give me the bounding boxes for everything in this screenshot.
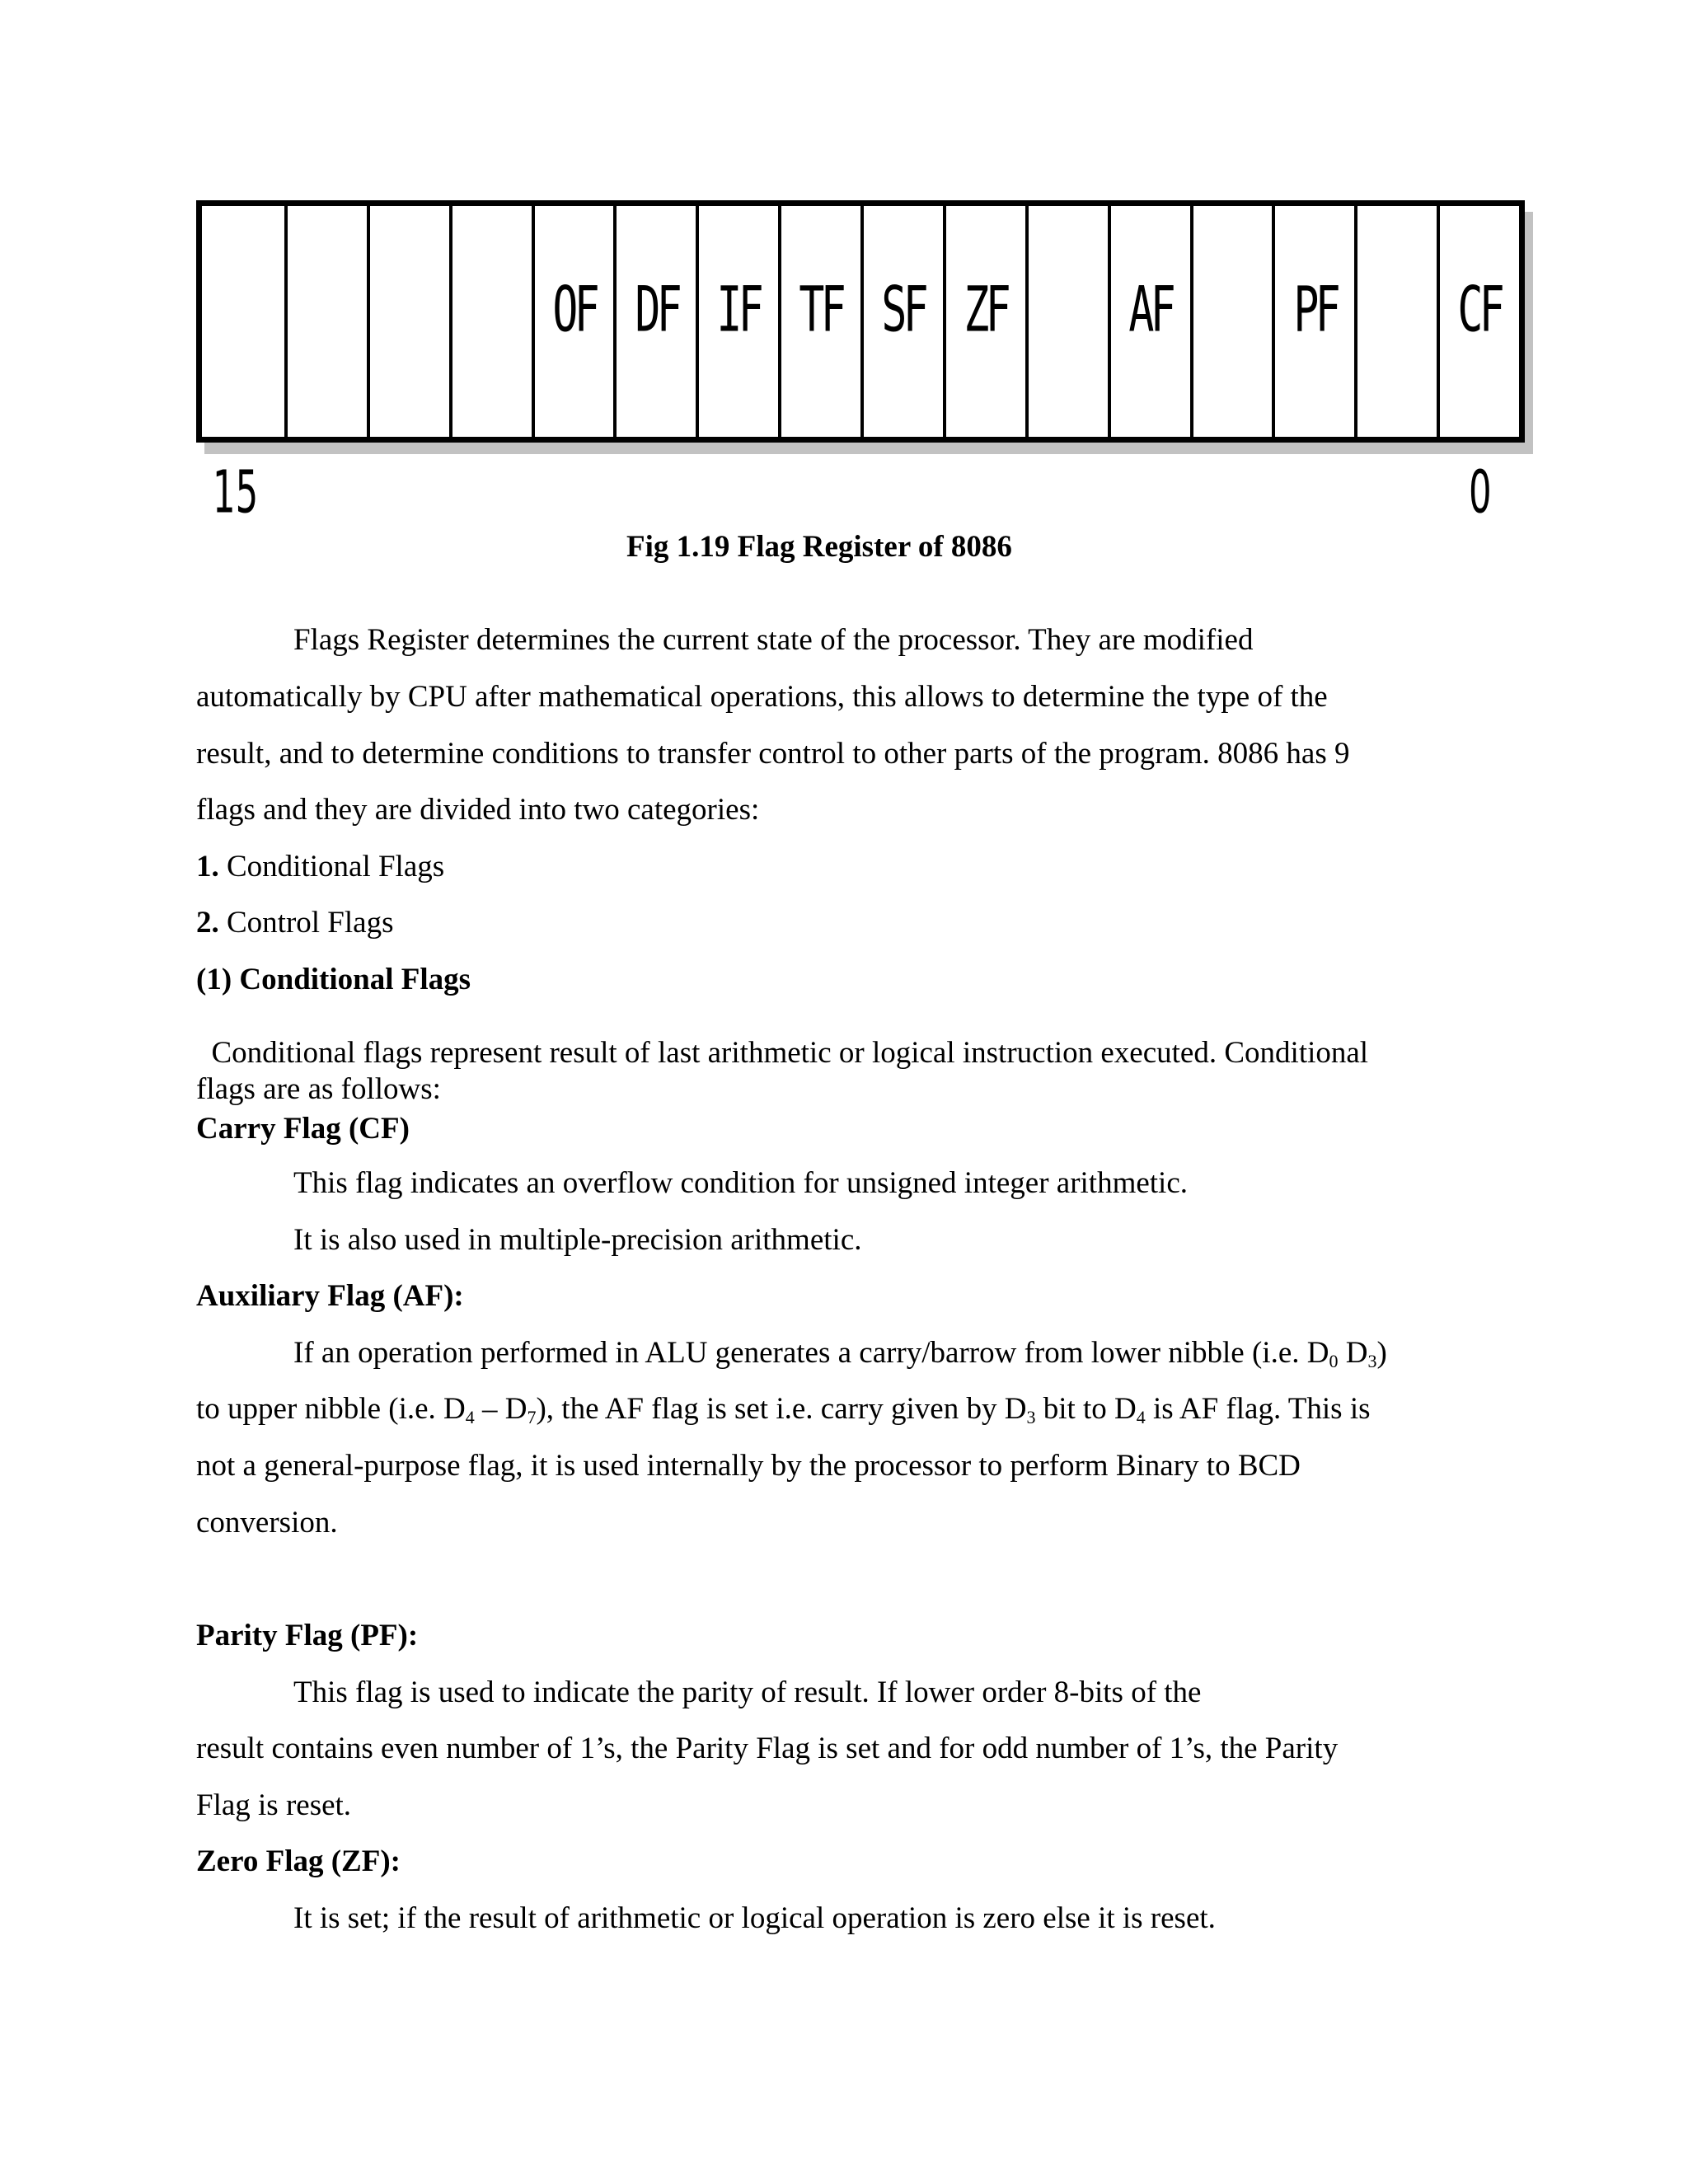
parity-flag-line-1: This flag is used to indicate the parity of result. If lower order 8-bits of the	[293, 1675, 1202, 1709]
aux-subscript: 4	[465, 1407, 475, 1427]
register-bit-1	[1354, 206, 1437, 437]
section-intro-line-1: Conditional flags represent result of last arithmetic or logical instruction executed. Conditional	[196, 1036, 1369, 1070]
category-item	[196, 849, 444, 885]
aux-text: to upper nibble (i.e. D	[196, 1392, 466, 1426]
category-number: 2.	[196, 906, 219, 940]
register-bit-11	[532, 206, 614, 437]
lsb-bit-number: 0	[1469, 457, 1492, 527]
register-bit-13	[367, 206, 449, 437]
register-bit-15	[202, 206, 284, 437]
register-bit-5	[1025, 206, 1108, 437]
register-bit-4	[1108, 206, 1190, 437]
register-bit-3	[1190, 206, 1273, 437]
register-bit-8	[778, 206, 860, 437]
category-text: Control Flags	[218, 906, 394, 940]
register-bit-9	[696, 206, 778, 437]
register-bit-label: TF	[799, 272, 843, 346]
category-number: 1.	[196, 850, 219, 883]
carry-flag-heading: Carry Flag (CF)	[196, 1112, 410, 1146]
section-heading: (1) Conditional Flags	[196, 963, 471, 996]
register-bit-label: IF	[716, 272, 761, 346]
category-item	[196, 905, 394, 941]
aux-flag-line-1	[293, 1335, 1387, 1371]
intro-line-1: Flags Register determines the current state of the processor. They are modified	[293, 623, 1254, 657]
aux-subscript: 3	[1367, 1351, 1377, 1371]
aux-flag-line-3: not a general-purpose flag, it is used internally by the processor to perform Binary to BCD	[196, 1449, 1301, 1483]
aux-subscript: 4	[1136, 1407, 1146, 1427]
register-bit-2	[1272, 206, 1354, 437]
msb-bit-number: 15	[213, 457, 259, 527]
register-bit-label: DF	[634, 272, 678, 346]
zero-flag-line-1: It is set; if the result of arithmetic or logical operation is zero else it is reset.	[293, 1901, 1216, 1935]
parity-flag-line-3: Flag is reset.	[196, 1788, 352, 1822]
aux-flag-heading: Auxiliary Flag (AF):	[196, 1279, 464, 1313]
aux-flag-line-4: conversion.	[196, 1506, 338, 1540]
aux-text: bit to D	[1035, 1392, 1137, 1426]
aux-text: is AF flag. This is	[1145, 1392, 1371, 1426]
register-bit-7	[860, 206, 943, 437]
carry-flag-line-1: This flag indicates an overflow condition for unsigned integer arithmetic.	[293, 1166, 1189, 1200]
figure-caption: Fig 1.19 Flag Register of 8086	[626, 530, 1012, 564]
register-bit-6	[943, 206, 1025, 437]
flag-register-diagram	[196, 200, 1525, 443]
register-bit-label: AF	[1128, 272, 1172, 346]
intro-line-2: automatically by CPU after mathematical operations, this allows to determine the type of the	[196, 680, 1328, 714]
section-intro-line-2: flags are as follows:	[196, 1072, 441, 1106]
aux-flag-line-2	[196, 1391, 1371, 1427]
zero-flag-heading: Zero Flag (ZF):	[196, 1844, 401, 1878]
parity-flag-line-2: result contains even number of 1’s, the Parity Flag is set and for odd number of 1’s, the Parity	[196, 1732, 1339, 1765]
register-bit-14	[284, 206, 367, 437]
aux-text: D	[1338, 1336, 1368, 1370]
aux-text: If an operation performed in ALU generates a carry/barrow from lower nibble (i.e. D	[293, 1336, 1329, 1370]
register-bit-0	[1437, 206, 1519, 437]
register-bit-label: CF	[1457, 272, 1502, 346]
register-bit-label: OF	[552, 272, 596, 346]
carry-flag-line-2: It is also used in multiple-precision arithmetic.	[293, 1223, 862, 1257]
register-bit-label: SF	[881, 272, 926, 346]
aux-text: – D	[474, 1392, 528, 1426]
aux-subscript: 0	[1329, 1351, 1339, 1371]
category-text: Conditional Flags	[218, 850, 445, 883]
register-bit-label: ZF	[964, 272, 1008, 346]
aux-subscript: 7	[527, 1407, 537, 1427]
parity-flag-heading: Parity Flag (PF):	[196, 1619, 419, 1652]
intro-line-3: result, and to determine conditions to transfer control to other parts of the program. 8086 has 9	[196, 737, 1350, 771]
intro-line-4: flags and they are divided into two categories:	[196, 793, 760, 827]
aux-text: )	[1376, 1336, 1387, 1370]
register-bit-label: PF	[1292, 272, 1337, 346]
aux-subscript: 3	[1026, 1407, 1036, 1427]
register-bit-12	[449, 206, 532, 437]
aux-text: ), the AF flag is set i.e. carry given by D	[536, 1392, 1027, 1426]
register-bit-10	[613, 206, 696, 437]
